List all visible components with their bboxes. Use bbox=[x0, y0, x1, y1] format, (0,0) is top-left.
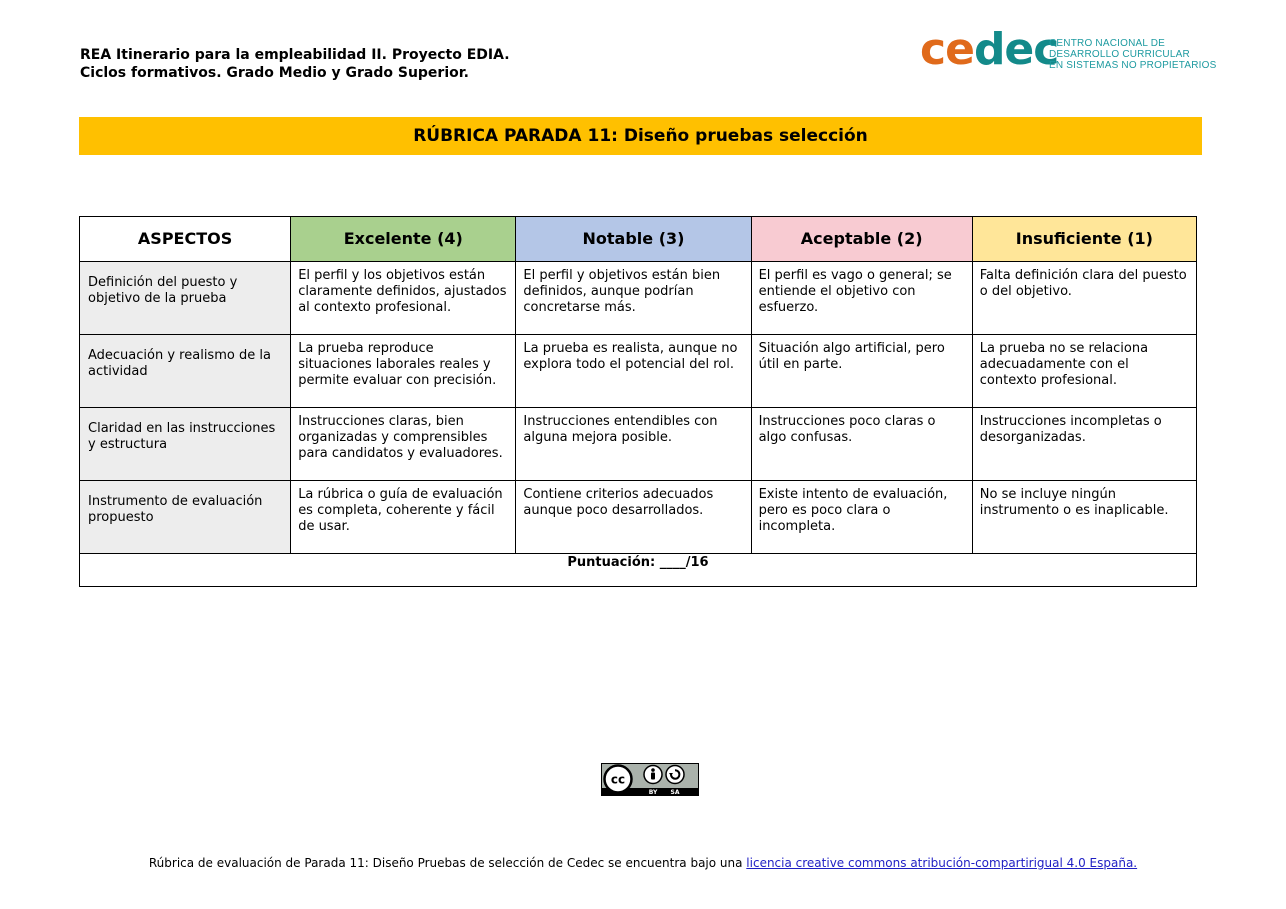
sa-label: SA bbox=[670, 789, 680, 796]
criterion-cell: La prueba es realista, aunque no explora todo el potencial del rol. bbox=[516, 335, 751, 408]
aspect-cell: Definición del puesto y objetivo de la prueba bbox=[80, 262, 291, 335]
license-text: Rúbrica de evaluación de Parada 11: Diseño Pruebas de selección de Cedec se encuentra bajo una bbox=[148, 856, 747, 870]
license-link[interactable]: licencia creative commons atribución-compartirigual 4.0 España. bbox=[746, 856, 1138, 870]
aspect-cell: Adecuación y realismo de la actividad bbox=[80, 335, 291, 408]
score-cell: Puntuación: ____/16 bbox=[80, 554, 1197, 587]
rubric-table bbox=[79, 216, 1197, 587]
header-aspects: ASPECTOS bbox=[80, 217, 291, 262]
criterion-cell: Existe intento de evaluación, pero es poco clara o incompleta. bbox=[751, 481, 972, 554]
criterion-cell: El perfil y los objetivos están claramente definidos, ajustados al contexto profesional. bbox=[291, 262, 516, 335]
table-header-row bbox=[80, 217, 1197, 262]
logo-sub-line-2: DESARROLLO CURRICULAR bbox=[1049, 49, 1190, 60]
table-row bbox=[80, 262, 1197, 335]
criterion-cell: Falta definición clara del puesto o del objetivo. bbox=[972, 262, 1196, 335]
table-row bbox=[80, 408, 1197, 481]
criterion-cell: Instrucciones incompletas o desorganizadas. bbox=[972, 408, 1196, 481]
by-label: BY bbox=[648, 789, 658, 796]
criterion-cell: La prueba reproduce situaciones laborales reales y permite evaluar con precisión. bbox=[291, 335, 516, 408]
header-acceptable: Aceptable (2) bbox=[751, 217, 972, 262]
header-notable: Notable (3) bbox=[516, 217, 751, 262]
logo-sub-line-3: EN SISTEMAS NO PROPIETARIOS bbox=[1049, 60, 1217, 71]
sa-share-icon bbox=[666, 766, 684, 784]
cedec-logo bbox=[920, 24, 1217, 76]
logo-word-part1: ce bbox=[920, 24, 974, 75]
logo-word bbox=[920, 24, 1058, 76]
header-line-1: REA Itinerario para la empleabilidad II. Proyecto EDIA. bbox=[80, 47, 510, 63]
license-footer bbox=[0, 856, 1286, 870]
score-row bbox=[80, 554, 1197, 587]
aspect-cell: Claridad en las instrucciones y estructura bbox=[80, 408, 291, 481]
rubric-title-bar bbox=[79, 117, 1202, 155]
criterion-cell: La prueba no se relaciona adecuadamente con el contexto profesional. bbox=[972, 335, 1196, 408]
table-row bbox=[80, 335, 1197, 408]
header-insufficient: Insuficiente (1) bbox=[972, 217, 1196, 262]
header-line-2: Ciclos formativos. Grado Medio y Grado Superior. bbox=[80, 65, 469, 81]
document-header bbox=[80, 46, 510, 82]
criterion-cell: El perfil es vago o general; se entiende el objetivo con esfuerzo. bbox=[751, 262, 972, 335]
criterion-cell: La rúbrica o guía de evaluación es completa, coherente y fácil de usar. bbox=[291, 481, 516, 554]
table-row bbox=[80, 481, 1197, 554]
aspect-cell: Instrumento de evaluación propuesto bbox=[80, 481, 291, 554]
criterion-cell: Instrucciones poco claras o algo confusas. bbox=[751, 408, 972, 481]
criterion-cell: Instrucciones claras, bien organizadas y comprensibles para candidatos y evaluadores. bbox=[291, 408, 516, 481]
criterion-cell: Instrucciones entendibles con alguna mejora posible. bbox=[516, 408, 751, 481]
cc-text: cc bbox=[610, 772, 626, 787]
cc-by-sa-badge[interactable] bbox=[601, 763, 699, 796]
logo-word-part2: dec bbox=[973, 24, 1059, 75]
criterion-cell: No se incluye ningún instrumento o es inaplicable. bbox=[972, 481, 1196, 554]
criterion-cell: Situación algo artificial, pero útil en parte. bbox=[751, 335, 972, 408]
criterion-cell: Contiene criterios adecuados aunque poco desarrollados. bbox=[516, 481, 751, 554]
header-excellent: Excelente (4) bbox=[291, 217, 516, 262]
rubric-title: RÚBRICA PARADA 11: Diseño pruebas selección bbox=[413, 126, 868, 146]
logo-sub-line-1: CENTRO NACIONAL DE bbox=[1049, 38, 1166, 49]
criterion-cell: El perfil y objetivos están bien definidos, aunque podrían concretarse más. bbox=[516, 262, 751, 335]
logo-subtitle bbox=[1049, 38, 1217, 71]
